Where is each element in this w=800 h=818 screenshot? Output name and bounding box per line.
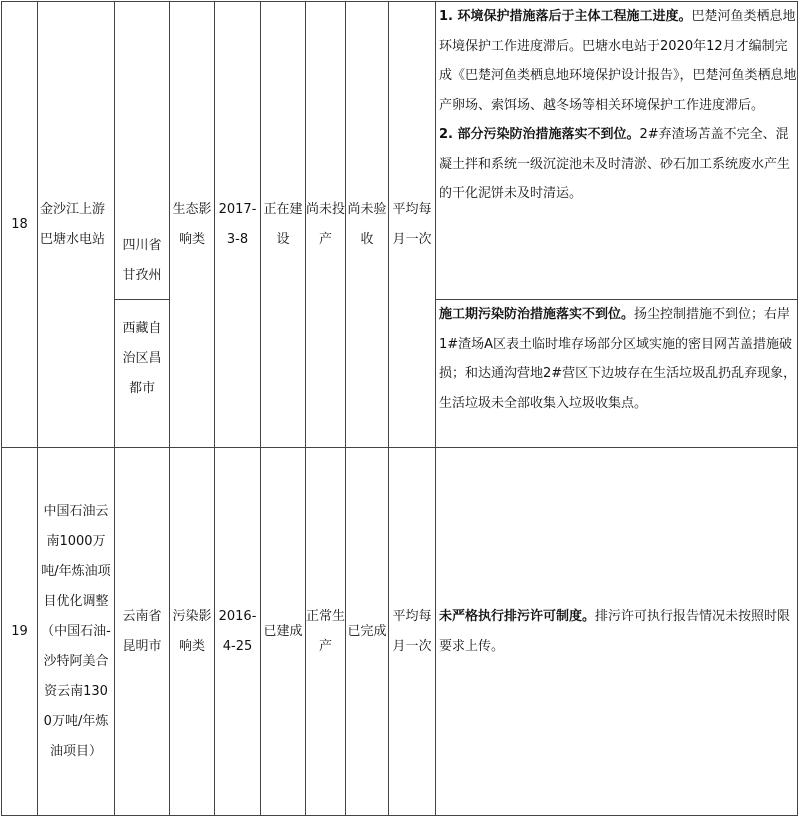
table-row (2, 448, 798, 816)
project-region: 西藏自治区昌都市 (115, 300, 170, 448)
issues-cell (436, 2, 798, 300)
issues-cell (436, 448, 798, 816)
issue-title: 未严格执行排污许可制度。 (439, 609, 596, 624)
issues-cell (436, 300, 798, 448)
project-inspection-table (1, 1, 798, 816)
issue-title: 1. 环境保护措施落后于主体工程施工进度。 (439, 9, 692, 24)
project-category: 污染影响类 (170, 448, 215, 816)
construction-status: 已建成 (261, 448, 306, 816)
issue-title: 2. 部分污染防治措施落实不到位。 (439, 127, 640, 142)
issue-item (439, 602, 797, 661)
issue-body: 2#弃渣场苫盖不完全、混凝土拌和系统一级沉淀池未及时清淤、砂石加工系统废水产生的干化泥饼未及时清运。 (439, 127, 791, 201)
operation-status: 尚未投产 (306, 2, 346, 448)
inspection-frequency: 平均每月一次 (389, 2, 436, 448)
acceptance-status: 已完成 (346, 448, 389, 816)
row-number: 18 (2, 2, 38, 448)
issue-body: 扬尘控制措施不到位；右岸1#渣场A区表土临时堆存场部分区域实施的密目网苫盖措施破损；和达通沟营地2#营区下边坡存在生活垃圾乱扔乱弃现象，生活垃圾未全部收集入垃圾收集点。 (439, 307, 797, 411)
construction-status: 正在建设 (261, 2, 306, 448)
issue-body: 巴楚河鱼类栖息地环境保护工作进度滞后。巴塘水电站于2020年12月才编制完成《巴楚河鱼类栖息地环境保护设计报告》，巴楚河鱼类栖息地产卵场、索饵场、越冬场等相关环境保护工作进度滞后。 (439, 9, 797, 113)
approval-date: 2016-4-25 (215, 448, 261, 816)
acceptance-status: 尚未验收 (346, 2, 389, 448)
row-number: 19 (2, 448, 38, 816)
issue-title: 施工期污染防治措施落实不到位。 (439, 307, 635, 322)
inspection-frequency: 平均每月一次 (389, 448, 436, 816)
project-region: 云南省昆明市 (115, 448, 170, 816)
issue-item (439, 120, 797, 209)
project-category: 生态影响类 (170, 2, 215, 448)
operation-status: 正常生产 (306, 448, 346, 816)
project-name: 金沙江上游巴塘水电站 (38, 2, 115, 448)
project-region: 四川省甘孜州 (115, 2, 170, 300)
issue-body: 排污许可执行报告情况未按照时限要求上传。 (439, 609, 791, 654)
project-name: 中国石油云南1000万吨/年炼油项目优化调整（中国石油-沙特阿美合资云南1300万吨/年炼油项目） (38, 448, 115, 816)
issue-item (439, 2, 797, 120)
issue-item (439, 300, 797, 418)
approval-date: 2017-3-8 (215, 2, 261, 448)
table-row (2, 2, 798, 300)
